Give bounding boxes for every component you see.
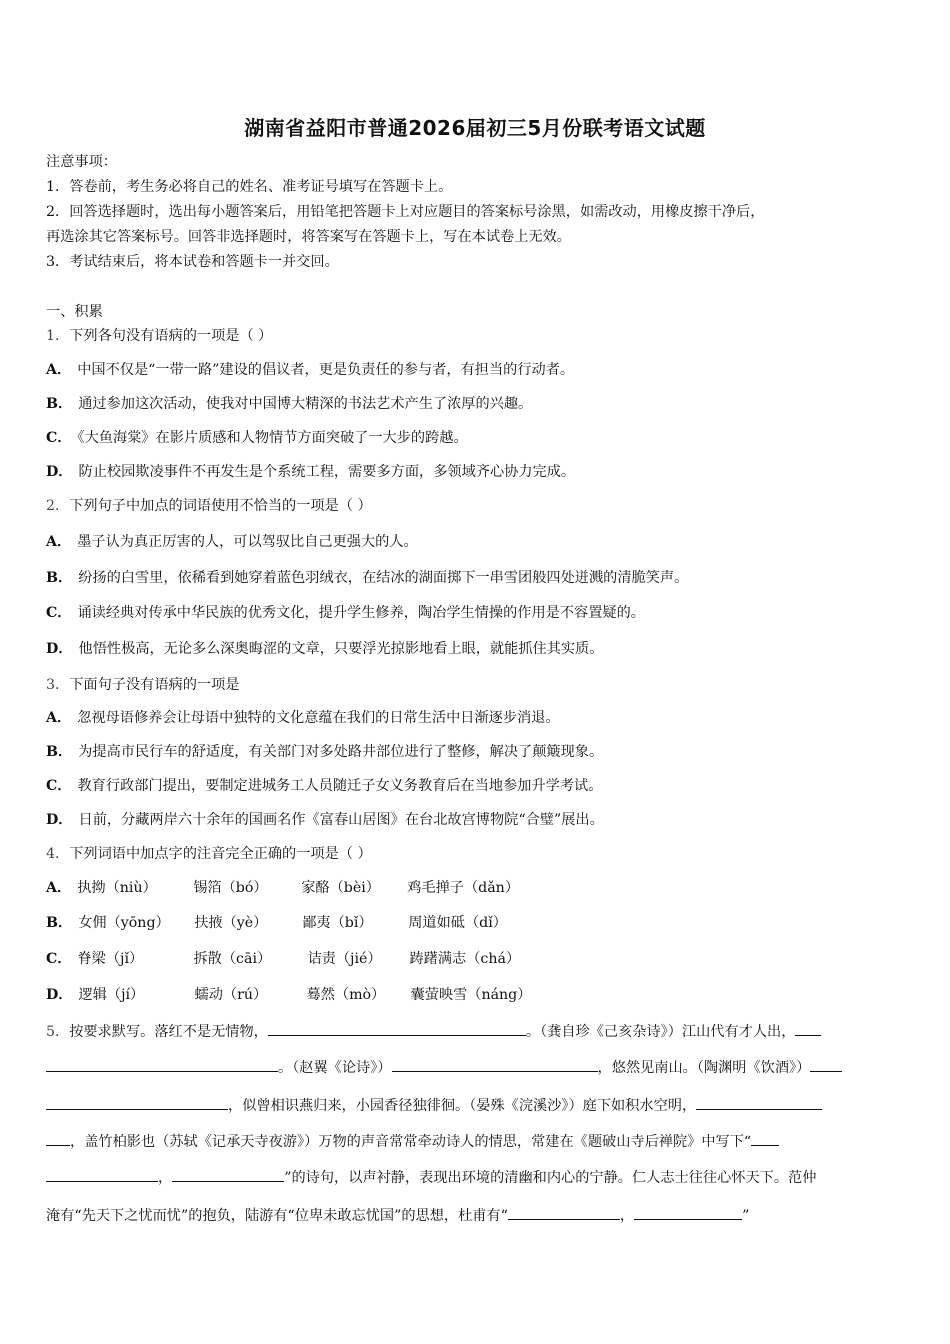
- option-letter: C．: [46, 951, 72, 967]
- answer-blank[interactable]: [46, 1130, 70, 1146]
- dictation-text: ”的诗句，以声衬静，表现出环境的清幽和内心的宁静。仁人志士往往心怀天下。范仲: [284, 1170, 817, 1186]
- option-text: 忽视母语修养会让母语中独特的文化意蕴在我们的日常生活中日渐逐步消退。: [77, 710, 560, 726]
- option-letter: D．: [46, 812, 73, 828]
- answer-blank[interactable]: [46, 1166, 158, 1182]
- notice-item: 2．回答选择题时，选出每小题答案后，用铅笔把答题卡上对应题目的答案标号涂黑，如需改动，用橡皮擦干净后，: [46, 204, 765, 220]
- option-text: 中国不仅是“一带一路”建设的倡议者，更是负责任的参与者，有担当的行动者。: [77, 362, 575, 378]
- answer-blank[interactable]: [696, 1094, 822, 1110]
- question-text: 下面句子没有语病的一项是: [69, 677, 240, 693]
- answer-blank[interactable]: [634, 1204, 742, 1220]
- option-text: 通过参加这次活动，使我对中国博大精深的书法艺术产生了浓厚的兴趣。: [78, 396, 533, 412]
- option-text: 《大鱼海棠》在影片质感和人物情节方面突破了一大步的跨越。: [77, 430, 468, 446]
- option[interactable]: [46, 878, 908, 898]
- option[interactable]: [46, 742, 908, 762]
- pinyin-item: 执拗（niù）: [77, 880, 157, 896]
- option[interactable]: [46, 603, 908, 623]
- option-text: 日前，分藏两岸六十余年的国画名作《富春山居图》在台北故宫博物院“合璧”展出。: [78, 812, 604, 828]
- pinyin-item: 脊梁（jǐ）: [77, 951, 144, 967]
- pinyin-item: 鄙夷（bǐ）: [302, 915, 373, 931]
- option-text: 他悟性极高，无论多么深奥晦涩的文章，只要浮光掠影地看上眼，就能抓住其实质。: [78, 641, 604, 657]
- option-letter: A．: [46, 710, 72, 726]
- question-stem: [46, 844, 908, 864]
- dictation-line: [46, 1166, 908, 1188]
- pinyin-item: 锡箔（bó）: [193, 880, 268, 896]
- dictation-text: ，悠然见南山。（陶渊明《饮酒》）: [597, 1060, 811, 1076]
- option[interactable]: [46, 428, 908, 448]
- option[interactable]: [46, 776, 908, 796]
- question-stem: [46, 326, 908, 346]
- answer-blank[interactable]: [795, 1020, 821, 1036]
- option-letter: C．: [46, 430, 72, 446]
- option-letter: B．: [46, 744, 73, 760]
- section-heading: 一、积累: [46, 304, 103, 320]
- option[interactable]: [46, 568, 908, 588]
- pinyin-item: 拆散（cāi）: [193, 951, 272, 967]
- pinyin-item: 蠕动（rú）: [194, 987, 268, 1003]
- option-letter: B．: [46, 570, 73, 586]
- option[interactable]: [46, 462, 908, 482]
- dictation-text: 。（龚自珍《己亥杂诗》）江山代有才人出，: [525, 1024, 796, 1040]
- notice-item: 1．答卷前，考生务必将自己的姓名、准考证号填写在答题卡上。: [46, 179, 453, 195]
- dictation-line: [46, 1020, 908, 1042]
- question-number: 2．: [46, 498, 70, 514]
- dictation-line: [46, 1094, 908, 1116]
- answer-blank[interactable]: [392, 1056, 598, 1072]
- option-letter: A．: [46, 362, 72, 378]
- option[interactable]: [46, 394, 908, 414]
- dictation-text: 。（赵翼《论诗》）: [278, 1060, 392, 1076]
- pinyin-item: 逻辑（jí）: [78, 987, 145, 1003]
- option[interactable]: [46, 810, 908, 830]
- option-letter: D．: [46, 464, 73, 480]
- question-number: 1．: [46, 328, 70, 344]
- option-text: 为提高市民行车的舒适度，有关部门对多处路井部位进行了整修，解决了颠簸现象。: [78, 744, 604, 760]
- answer-blank[interactable]: [810, 1056, 842, 1072]
- dictation-line: [46, 1056, 908, 1078]
- option-letter: B．: [46, 396, 73, 412]
- option[interactable]: [46, 360, 908, 380]
- option[interactable]: [46, 913, 908, 933]
- dictation-text: ，: [619, 1208, 635, 1224]
- option-letter: A．: [46, 534, 72, 550]
- option[interactable]: [46, 949, 908, 969]
- option-text: 墨子认为真正厉害的人，可以驾驭比自己更强大的人。: [77, 534, 418, 550]
- dictation-text: ，盖竹柏影也（苏轼《记承天寺夜游》）万物的声音常常牵动诗人的情思，常建在《题破山寺后禅院》中写下“: [70, 1134, 752, 1150]
- dictation-text: ，: [158, 1170, 173, 1186]
- pinyin-item: 扶掖（yè）: [194, 915, 268, 931]
- option-text: 防止校园欺凌事件不再发生是个系统工程，需要多方面，多领域齐心协力完成。: [78, 464, 576, 480]
- notice-item: 再选涂其它答案标号。回答非选择题时，将答案写在答题卡上，写在本试卷上无效。: [46, 229, 571, 245]
- pinyin-item: 鸡毛掸子（dǎn）: [407, 880, 520, 896]
- option[interactable]: [46, 985, 908, 1005]
- answer-blank[interactable]: [46, 1056, 278, 1072]
- option-letter: B．: [46, 915, 73, 931]
- dictation-line: [46, 1130, 908, 1152]
- pinyin-item: 踌躇满志（chá）: [409, 951, 521, 967]
- question-text: 下列词语中加点字的注音完全正确的一项是（ ）: [69, 846, 372, 862]
- pinyin-item: 诘责（jié）: [307, 951, 382, 967]
- dictation-text: 按要求默写。落红不是无情物，: [69, 1024, 268, 1040]
- notice-item: 3．考试结束后，将本试卷和答题卡一并交回。: [46, 254, 339, 270]
- answer-blank[interactable]: [172, 1166, 284, 1182]
- dictation-line: [46, 1204, 908, 1226]
- option-letter: D．: [46, 641, 73, 657]
- option-letter: A．: [46, 880, 72, 896]
- question-stem: [46, 675, 908, 695]
- option-text: 纷扬的白雪里，依稀看到她穿着蓝色羽绒衣，在结冰的湖面掷下一串雪团般四处迸溅的清脆笑声。: [78, 570, 689, 586]
- pinyin-item: 周道如砥（dǐ）: [408, 915, 507, 931]
- option-text: 诵读经典对传承中华民族的优秀文化，提升学生修养，陶冶学生情操的作用是不容置疑的。: [77, 605, 645, 621]
- option[interactable]: [46, 639, 908, 659]
- pinyin-item: 女佣（yōng）: [78, 915, 170, 931]
- dictation-text: ，似曾相识燕归来，小园香径独徘徊。（晏殊《浣溪沙》）庭下如积水空明，: [228, 1098, 697, 1114]
- question-number: 5．: [46, 1024, 70, 1040]
- option-text: 教育行政部门提出，要制定进城务工人员随迁子女义务教育后在当地参加升学考试。: [77, 778, 603, 794]
- page-title: 湖南省益阳市普通2026届初三5月份联考语文试题: [244, 116, 706, 140]
- pinyin-item: 家酪（bèi）: [301, 880, 380, 896]
- option[interactable]: [46, 532, 908, 552]
- answer-blank[interactable]: [751, 1130, 779, 1146]
- answer-blank[interactable]: [508, 1204, 620, 1220]
- dictation-text: 淹有“先天下之忧而忧”的抱负，陆游有“位卑未敢忘忧国”的思想，杜甫有“: [46, 1208, 508, 1224]
- question-text: 下列各句没有语病的一项是（ ）: [69, 328, 273, 344]
- option[interactable]: [46, 708, 908, 728]
- option-letter: C．: [46, 778, 72, 794]
- pinyin-item: 囊萤映雪（náng）: [410, 987, 532, 1003]
- question-stem: [46, 496, 908, 516]
- question-number: 4．: [46, 846, 70, 862]
- answer-blank[interactable]: [268, 1020, 526, 1036]
- option-letter: D．: [46, 987, 73, 1003]
- answer-blank[interactable]: [46, 1094, 228, 1110]
- question-text: 下列句子中加点的词语使用不恰当的一项是（ ）: [69, 498, 372, 514]
- question-number: 3．: [46, 677, 70, 693]
- notice-heading: 注意事项：: [46, 154, 117, 170]
- dictation-text: ”: [742, 1208, 750, 1224]
- pinyin-item: 蓦然（mò）: [306, 987, 386, 1003]
- option-letter: C．: [46, 605, 72, 621]
